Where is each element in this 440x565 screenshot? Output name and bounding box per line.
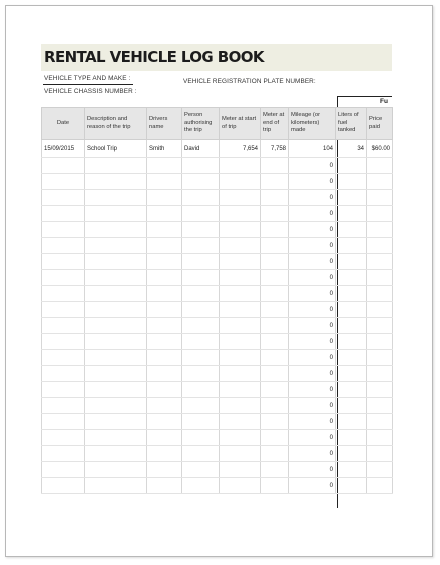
col-header-liters: Liters of fuel tanked: [336, 108, 367, 140]
cell-mileage[interactable]: 0: [289, 366, 336, 382]
cell-authoriser[interactable]: [182, 462, 220, 478]
cell-authoriser[interactable]: [182, 254, 220, 270]
cell-liters[interactable]: [336, 318, 367, 334]
cell-description[interactable]: [85, 382, 147, 398]
cell-driver[interactable]: [147, 398, 182, 414]
cell-driver[interactable]: [147, 382, 182, 398]
cell-meter-start[interactable]: [220, 366, 261, 382]
cell-mileage[interactable]: 0: [289, 398, 336, 414]
cell-authoriser[interactable]: [182, 366, 220, 382]
cell-liters[interactable]: [336, 382, 367, 398]
cell-mileage[interactable]: 0: [289, 222, 336, 238]
table-row: [42, 478, 393, 494]
cell-liters[interactable]: [336, 414, 367, 430]
table-row: [42, 190, 393, 206]
fuel-group-rule: [337, 96, 392, 97]
table-row: [42, 366, 393, 382]
col-header-meter-start: Meter at start of trip: [220, 108, 261, 140]
cell-mileage[interactable]: 0: [289, 206, 336, 222]
cell-date[interactable]: [42, 398, 85, 414]
col-header-driver: Drivers name: [147, 108, 182, 140]
cell-description[interactable]: [85, 366, 147, 382]
cell-mileage[interactable]: 0: [289, 254, 336, 270]
cell-price[interactable]: [367, 414, 393, 430]
cell-price[interactable]: [367, 222, 393, 238]
cell-driver[interactable]: [147, 158, 182, 174]
cell-price[interactable]: [367, 366, 393, 382]
cell-date[interactable]: [42, 302, 85, 318]
cell-mileage[interactable]: 0: [289, 270, 336, 286]
cell-meter-start[interactable]: [220, 446, 261, 462]
cell-description[interactable]: [85, 318, 147, 334]
cell-meter-start[interactable]: [220, 206, 261, 222]
cell-date[interactable]: [42, 206, 85, 222]
cell-authoriser[interactable]: [182, 350, 220, 366]
cell-meter-start[interactable]: [220, 414, 261, 430]
cell-authoriser[interactable]: [182, 238, 220, 254]
cell-liters[interactable]: [336, 206, 367, 222]
cell-description[interactable]: [85, 350, 147, 366]
cell-date[interactable]: [42, 462, 85, 478]
cell-date[interactable]: [42, 446, 85, 462]
cell-meter-end[interactable]: [261, 174, 289, 190]
cell-meter-start[interactable]: [220, 174, 261, 190]
table-row: [42, 270, 393, 286]
cell-meter-start[interactable]: [220, 398, 261, 414]
cell-price[interactable]: [367, 270, 393, 286]
cell-meter-end[interactable]: [261, 398, 289, 414]
cell-date[interactable]: 15/09/2015: [42, 140, 85, 158]
cell-mileage[interactable]: 0: [289, 350, 336, 366]
table-body: [42, 140, 393, 494]
cell-description[interactable]: [85, 478, 147, 494]
table-row: [42, 286, 393, 302]
cell-meter-start[interactable]: [220, 478, 261, 494]
cell-mileage[interactable]: 0: [289, 478, 336, 494]
cell-price[interactable]: [367, 286, 393, 302]
table-row: [42, 238, 393, 254]
table-row: [42, 254, 393, 270]
cell-meter-start[interactable]: [220, 222, 261, 238]
cell-liters[interactable]: [336, 254, 367, 270]
title-bar: [41, 44, 392, 71]
cell-price[interactable]: [367, 430, 393, 446]
cell-liters[interactable]: [336, 366, 367, 382]
cell-meter-start[interactable]: [220, 254, 261, 270]
cell-liters[interactable]: [336, 190, 367, 206]
cell-liters[interactable]: [336, 286, 367, 302]
cell-mileage[interactable]: 0: [289, 446, 336, 462]
cell-liters[interactable]: [336, 430, 367, 446]
cell-price[interactable]: [367, 158, 393, 174]
cell-authoriser[interactable]: [182, 206, 220, 222]
cell-authoriser[interactable]: [182, 478, 220, 494]
table-row: [42, 174, 393, 190]
col-header-date: Date: [42, 108, 85, 140]
cell-price[interactable]: [367, 238, 393, 254]
cell-liters[interactable]: [336, 398, 367, 414]
cell-meter-start[interactable]: [220, 382, 261, 398]
cell-mileage[interactable]: 0: [289, 190, 336, 206]
cell-price[interactable]: [367, 398, 393, 414]
cell-description[interactable]: [85, 270, 147, 286]
cell-date[interactable]: [42, 254, 85, 270]
cell-description[interactable]: [85, 286, 147, 302]
cell-mileage[interactable]: 0: [289, 430, 336, 446]
cell-meter-end[interactable]: [261, 158, 289, 174]
table-row: [42, 206, 393, 222]
cell-meter-end[interactable]: [261, 382, 289, 398]
cell-driver[interactable]: [147, 430, 182, 446]
table-row: [42, 334, 393, 350]
cell-date[interactable]: [42, 190, 85, 206]
cell-driver[interactable]: [147, 350, 182, 366]
cell-description[interactable]: [85, 254, 147, 270]
vehicle-type-underline: [43, 84, 133, 85]
cell-driver[interactable]: [147, 478, 182, 494]
cell-meter-start[interactable]: [220, 238, 261, 254]
cell-authoriser[interactable]: [182, 158, 220, 174]
cell-mileage[interactable]: 0: [289, 414, 336, 430]
cell-mileage[interactable]: 0: [289, 382, 336, 398]
cell-driver[interactable]: [147, 334, 182, 350]
cell-meter-end[interactable]: [261, 254, 289, 270]
cell-driver[interactable]: [147, 414, 182, 430]
cell-meter-start[interactable]: [220, 158, 261, 174]
cell-liters[interactable]: [336, 222, 367, 238]
cell-description[interactable]: [85, 222, 147, 238]
table-header-row: [42, 108, 393, 140]
cell-mileage[interactable]: 0: [289, 334, 336, 350]
cell-price[interactable]: [367, 318, 393, 334]
cell-authoriser[interactable]: [182, 318, 220, 334]
cell-driver[interactable]: [147, 366, 182, 382]
cell-date[interactable]: [42, 270, 85, 286]
cell-meter-end[interactable]: [261, 222, 289, 238]
cell-price[interactable]: [367, 302, 393, 318]
cell-authoriser[interactable]: [182, 446, 220, 462]
table-row: [42, 222, 393, 238]
cell-liters[interactable]: [336, 174, 367, 190]
cell-driver[interactable]: [147, 254, 182, 270]
cell-authoriser[interactable]: [182, 222, 220, 238]
cell-meter-start[interactable]: [220, 302, 261, 318]
cell-meter-end[interactable]: [261, 446, 289, 462]
col-header-price: Price paid: [367, 108, 393, 140]
cell-date[interactable]: [42, 318, 85, 334]
cell-price[interactable]: [367, 334, 393, 350]
cell-driver[interactable]: [147, 206, 182, 222]
cell-date[interactable]: [42, 158, 85, 174]
cell-description[interactable]: [85, 334, 147, 350]
cell-meter-end[interactable]: [261, 414, 289, 430]
cell-price[interactable]: [367, 478, 393, 494]
cell-meter-end[interactable]: [261, 350, 289, 366]
cell-description[interactable]: [85, 462, 147, 478]
cell-mileage[interactable]: 0: [289, 174, 336, 190]
col-header-description: Description and reason of the trip: [85, 108, 147, 140]
cell-meter-start[interactable]: [220, 190, 261, 206]
cell-date[interactable]: [42, 414, 85, 430]
cell-price[interactable]: [367, 206, 393, 222]
cell-driver[interactable]: [147, 286, 182, 302]
cell-price[interactable]: [367, 174, 393, 190]
cell-meter-start[interactable]: [220, 286, 261, 302]
cell-meter-start[interactable]: [220, 270, 261, 286]
cell-date[interactable]: [42, 382, 85, 398]
cell-authoriser[interactable]: [182, 174, 220, 190]
cell-driver[interactable]: [147, 446, 182, 462]
cell-meter-start[interactable]: [220, 430, 261, 446]
cell-date[interactable]: [42, 238, 85, 254]
cell-liters[interactable]: [336, 334, 367, 350]
cell-mileage[interactable]: 104: [289, 140, 336, 158]
table-row: [42, 462, 393, 478]
cell-meter-start[interactable]: [220, 462, 261, 478]
cell-description[interactable]: [85, 398, 147, 414]
registration-plate-label: VEHICLE REGISTRATION PLATE NUMBER:: [183, 78, 316, 85]
cell-description[interactable]: [85, 414, 147, 430]
cell-meter-end[interactable]: [261, 206, 289, 222]
cell-price[interactable]: [367, 350, 393, 366]
cell-price[interactable]: [367, 382, 393, 398]
cell-description[interactable]: [85, 158, 147, 174]
cell-authoriser[interactable]: David: [182, 140, 220, 158]
cell-driver[interactable]: [147, 270, 182, 286]
table-row: [42, 318, 393, 334]
cell-authoriser[interactable]: [182, 398, 220, 414]
cell-mileage[interactable]: 0: [289, 238, 336, 254]
cell-description[interactable]: [85, 238, 147, 254]
col-header-meter-end: Meter at end of trip: [261, 108, 289, 140]
cell-meter-end[interactable]: [261, 478, 289, 494]
table-row: [42, 430, 393, 446]
cell-driver[interactable]: [147, 174, 182, 190]
cell-mileage[interactable]: 0: [289, 158, 336, 174]
cell-mileage[interactable]: 0: [289, 462, 336, 478]
table-row: [42, 158, 393, 174]
cell-meter-start[interactable]: [220, 350, 261, 366]
table-row: [42, 446, 393, 462]
cell-authoriser[interactable]: [182, 334, 220, 350]
cell-liters[interactable]: [336, 238, 367, 254]
chassis-number-label: VEHICLE CHASSIS NUMBER :: [44, 88, 137, 95]
table-row: [42, 382, 393, 398]
cell-driver[interactable]: [147, 302, 182, 318]
cell-date[interactable]: [42, 334, 85, 350]
cell-driver[interactable]: [147, 462, 182, 478]
cell-authoriser[interactable]: [182, 430, 220, 446]
cell-authoriser[interactable]: [182, 382, 220, 398]
fuel-group-label: Fu: [380, 98, 388, 105]
cell-driver[interactable]: [147, 318, 182, 334]
cell-description[interactable]: School Trip: [85, 140, 147, 158]
cell-liters[interactable]: [336, 350, 367, 366]
cell-liters[interactable]: [336, 478, 367, 494]
cell-driver[interactable]: Smith: [147, 140, 182, 158]
cell-description[interactable]: [85, 430, 147, 446]
cell-meter-end[interactable]: [261, 270, 289, 286]
cell-liters[interactable]: [336, 158, 367, 174]
cell-meter-start[interactable]: 7,654: [220, 140, 261, 158]
cell-description[interactable]: [85, 190, 147, 206]
cell-date[interactable]: [42, 478, 85, 494]
cell-driver[interactable]: [147, 238, 182, 254]
table-row: [42, 350, 393, 366]
cell-date[interactable]: [42, 366, 85, 382]
cell-authoriser[interactable]: [182, 190, 220, 206]
cell-mileage[interactable]: 0: [289, 318, 336, 334]
cell-liters[interactable]: [336, 462, 367, 478]
col-header-authoriser: Person authorising the trip: [182, 108, 220, 140]
cell-meter-start[interactable]: [220, 334, 261, 350]
cell-description[interactable]: [85, 174, 147, 190]
cell-meter-end[interactable]: [261, 334, 289, 350]
cell-date[interactable]: [42, 174, 85, 190]
cell-liters[interactable]: [336, 446, 367, 462]
page-title: RENTAL VEHICLE LOG BOOK: [44, 48, 264, 66]
table-row: [42, 414, 393, 430]
cell-driver[interactable]: [147, 222, 182, 238]
cell-date[interactable]: [42, 350, 85, 366]
cell-liters[interactable]: [336, 270, 367, 286]
cell-description[interactable]: [85, 206, 147, 222]
cell-meter-end[interactable]: [261, 318, 289, 334]
cell-meter-start[interactable]: [220, 318, 261, 334]
cell-description[interactable]: [85, 446, 147, 462]
log-table: [41, 107, 393, 494]
cell-price[interactable]: [367, 462, 393, 478]
cell-authoriser[interactable]: [182, 302, 220, 318]
col-header-mileage: Mileage (or kilometers) made: [289, 108, 336, 140]
cell-description[interactable]: [85, 302, 147, 318]
cell-meter-end[interactable]: 7,758: [261, 140, 289, 158]
vehicle-type-label: VEHICLE TYPE AND MAKE :: [44, 75, 131, 82]
cell-meter-end[interactable]: [261, 430, 289, 446]
cell-meter-end[interactable]: [261, 238, 289, 254]
cell-mileage[interactable]: 0: [289, 286, 336, 302]
cell-meter-end[interactable]: [261, 286, 289, 302]
cell-liters[interactable]: [336, 302, 367, 318]
cell-meter-end[interactable]: [261, 302, 289, 318]
cell-liters[interactable]: 34: [336, 140, 367, 158]
cell-meter-end[interactable]: [261, 366, 289, 382]
cell-date[interactable]: [42, 430, 85, 446]
cell-date[interactable]: [42, 222, 85, 238]
table-row: [42, 398, 393, 414]
table-row: [42, 302, 393, 318]
cell-authoriser[interactable]: [182, 286, 220, 302]
cell-authoriser[interactable]: [182, 414, 220, 430]
cell-mileage[interactable]: 0: [289, 302, 336, 318]
cell-price[interactable]: $60.00: [367, 140, 393, 158]
table-row: [42, 140, 393, 158]
cell-price[interactable]: [367, 190, 393, 206]
cell-price[interactable]: [367, 446, 393, 462]
cell-meter-end[interactable]: [261, 190, 289, 206]
cell-date[interactable]: [42, 286, 85, 302]
cell-authoriser[interactable]: [182, 270, 220, 286]
cell-meter-end[interactable]: [261, 462, 289, 478]
cell-price[interactable]: [367, 254, 393, 270]
cell-driver[interactable]: [147, 190, 182, 206]
